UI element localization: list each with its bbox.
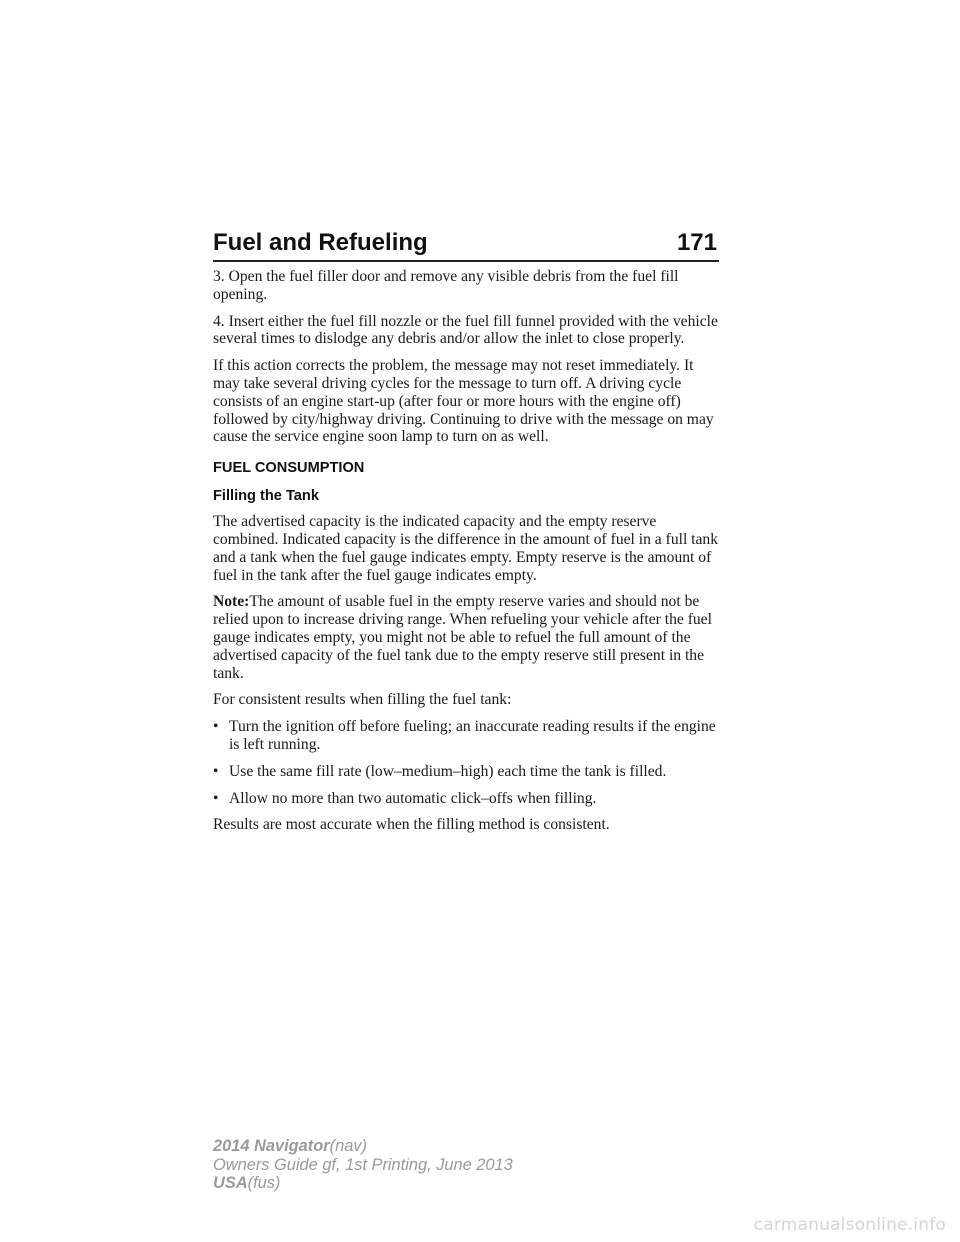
page-header: [213, 226, 719, 262]
footer-market-name: USA: [213, 1174, 248, 1193]
list-item: [213, 790, 721, 808]
note-paragraph: [213, 593, 721, 682]
footer-line-model: [213, 1137, 513, 1156]
list-item-text: Use the same fill rate (low–medium–high) each time the tank is filled.: [229, 762, 667, 780]
print-footer: [213, 1137, 513, 1193]
list-item-text: Allow no more than two automatic click–offs when filling.: [229, 789, 597, 807]
bullet-icon: •: [213, 762, 219, 780]
note-label: Note:: [213, 593, 250, 611]
footer-market-code: (fus): [247, 1174, 281, 1193]
page-number: 171: [676, 229, 717, 256]
paragraph-driving-cycle: If this action corrects the problem, the message may not reset immediately. It may take several driving cycles for the message to turn off. A driving cycle consists of an engine start-up (after four or more hours with the engine off) followed by city/highway driving. Continuing to drive with the message on may cause the service engine soon lamp to turn on as well.: [213, 357, 714, 446]
paragraph-step-3: 3. Open the fuel filler door and remove any visible debris from the fuel fill opening.: [213, 268, 679, 303]
page-content: [213, 268, 721, 843]
subsection-heading-filling-tank: Filling the Tank: [213, 488, 319, 505]
list-item: [213, 718, 721, 754]
list-item-text: Turn the ignition off before fueling; an inaccurate reading results if the engine is left running.: [229, 718, 716, 753]
header-divider: [213, 260, 719, 262]
filling-tips-list: [213, 718, 721, 807]
bullet-icon: •: [213, 789, 219, 807]
paragraph-consistent-results: For consistent results when filling the fuel tank:: [213, 691, 512, 709]
footer-line-edition: Owners Guide gf, 1st Printing, June 2013: [213, 1155, 513, 1174]
footer-model-code: (nav): [329, 1137, 367, 1155]
footer-model-name: 2014 Navigator: [213, 1137, 330, 1155]
section-heading-fuel-consumption: FUEL CONSUMPTION: [213, 460, 365, 477]
paragraph-step-4: 4. Insert either the fuel fill nozzle or the fuel fill funnel provided with the vehicle several times to dislodge any debris and/or allow the inlet to close properly.: [213, 312, 718, 348]
section-title: Fuel and Refueling: [213, 229, 428, 256]
paragraph-advertised-capacity: The advertised capacity is the indicated capacity and the empty reserve combined. Indicated capacity is the difference in the amount of fuel in a full tank and a tank when the fuel gauge indicates empty. Empty reserve is the amount of fuel in the tank after the fuel gauge indicates empty.: [213, 513, 719, 584]
footer-line-market: [213, 1174, 513, 1193]
list-item: [213, 763, 721, 781]
bullet-icon: •: [213, 718, 219, 736]
paragraph-results-accurate: Results are most accurate when the filling method is consistent.: [213, 816, 610, 834]
note-text: The amount of usable fuel in the empty reserve varies and should not be relied upon to increase driving range. When refueling your vehicle after the fuel gauge indicates empty, you might not be able to refuel the full amount of the advertised capacity of the fuel tank due to the empty reserve still present in the tank.: [213, 593, 712, 682]
site-watermark: carmanualsonline.info: [753, 1215, 946, 1235]
